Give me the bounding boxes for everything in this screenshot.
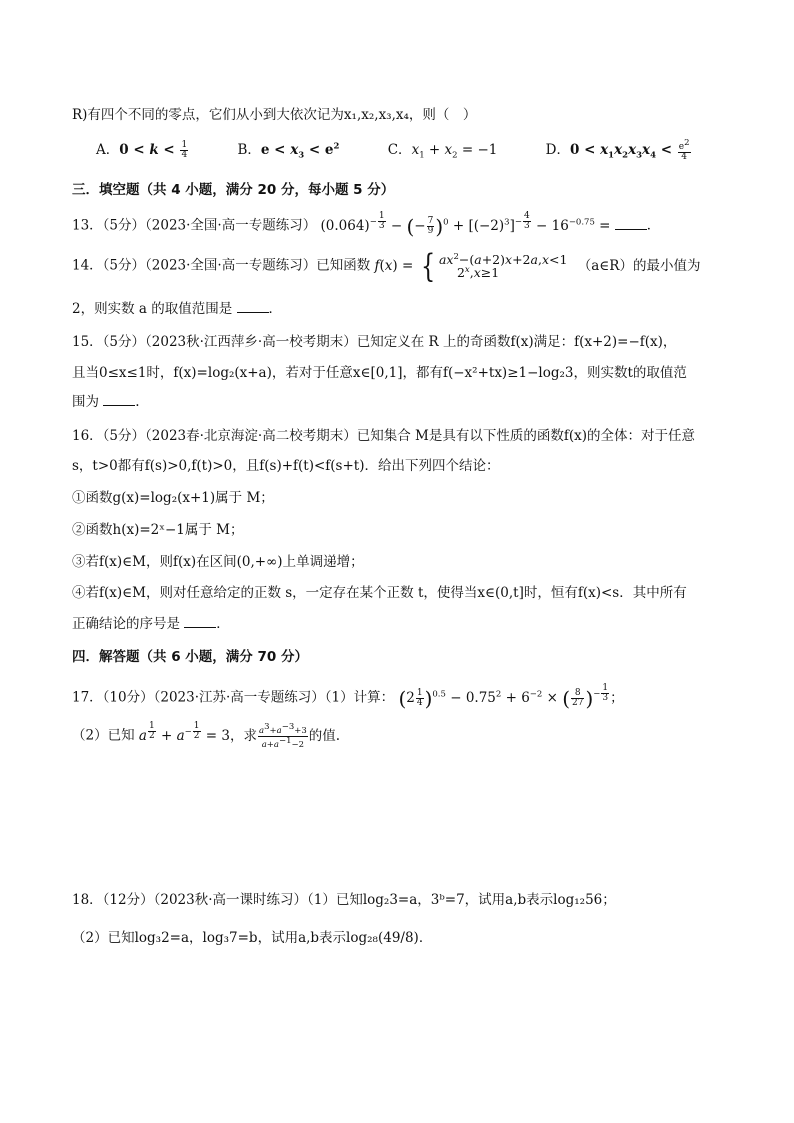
- q16-line1: 16．（5分）（2023春·北京海淀·高二校考期末）已知集合 M是具有以下性质的函数f(x)的全体：对于任意: [72, 428, 695, 444]
- q16-answer-blank[interactable]: [184, 617, 216, 628]
- q18-line2: （2）已知log₃2=a，log₃7=b，试用a,b表示log₂₈(49/8)．: [72, 930, 433, 946]
- q16-conclusion-1: ①函数g(x)=log₂(x+1)属于 M；: [72, 490, 274, 506]
- q12-choice-a[interactable]: A．0 < k < $\frac{1}{4}$: [96, 140, 188, 160]
- q16-conclusion-4: ④若f(x)∈M，则对任意给定的正数 s，一定存在某个正数 t，使得当x∈(0,t]时，恒有f(x)<s．其中所有: [72, 585, 687, 601]
- q17-part1: [72, 684, 624, 710]
- q13-expression: $(0.064)^{- \frac{1}{3}}$ − (− $\frac{7}{9}$ )$^0 + [(-2)^3]^{- \frac{4}{3}}$ − $16^{-0.75}$ =: [320, 211, 615, 238]
- q15-answer-blank[interactable]: [103, 395, 135, 406]
- section3-heading: 三．填空题（共 4 小题，满分 20 分，每小题 5 分）: [72, 182, 395, 198]
- q15-line2: 且当0≤x≤1时，f(x)=log₂(x+a)，若对于任意x∈[0,1]，都有f(−x²+tx)≥1−log₂3，则实数t的取值范: [72, 365, 687, 381]
- q13-answer-blank[interactable]: [615, 219, 647, 230]
- q14-line2: 2，则实数 a 的取值范围是 ．: [72, 301, 283, 317]
- q16-conclusion-2: ②函数h(x)=2ˣ−1属于 M；: [72, 522, 244, 538]
- section4-heading: 四．解答题（共 6 小题，满分 70 分）: [72, 649, 308, 665]
- q13-prefix: 13．（5分）（2023·全国·高一专题练习）: [72, 217, 317, 234]
- q16-line-last: 正确结论的序号是 ．: [72, 616, 230, 632]
- q15-line3: 围为 .: [72, 394, 140, 410]
- q14-line2-text: 2，则实数 a 的取值范围是: [72, 301, 233, 317]
- q14-answer-blank[interactable]: [237, 302, 269, 313]
- q18-line1: 18．（12分）（2023秋·高一课时练习）（1）已知log₂3=a，3ᵇ=7，试用a,b表示log₁₂56；: [72, 892, 616, 908]
- q17-prefix: 17．（10分）（2023·江苏·高一专题练习）（1）计算：: [72, 689, 395, 706]
- q14-prefix: 14．（5分）（2023·全国·高一专题练习）已知函数: [72, 257, 371, 274]
- q12-stem-text: R)有四个不同的零点，它们从小到大依次记为x₁,x₂,x₃,x₄，则（ ）: [72, 107, 477, 123]
- q14: [72, 247, 701, 285]
- q12-choice-c[interactable]: C．$x_1 + x_2 = -1$: [387, 142, 498, 161]
- q16-line2: s，t>0都有f(s)>0,f(t)>0，且f(s)+f(t)<f(s+t)．给出下列四个结论：: [72, 458, 500, 474]
- q15-line1: 15．（5分）（2023秋·江西萍乡·高一校考期末）已知定义在 R 上的奇函数f(x)满足：f(x+2)=−f(x)，: [72, 334, 677, 350]
- q12-choice-d[interactable]: D．$0 < x_1x_2x_3x_4$ < $\frac{e^2}{4}$: [545, 138, 690, 162]
- q12-choice-b[interactable]: B．$e < x_3 < e^2$: [237, 141, 340, 161]
- q13: 13．（5分）（2023·全国·高一专题练习） $(0.064)^{- \frac{1}{3}}$ − (− $\frac{7}{9}$ )$^0 + [(-2)^3]^{- \frac{4}{3}}$ − $16^{-0.75}$ = ．: [72, 211, 661, 238]
- q15-line3-text: 围为: [72, 394, 99, 410]
- q14-function: f(x) = { $ax^2-(a+2)x+2a,x<1$ $2^x,x\ge 1$: [374, 247, 568, 285]
- q12-choices: [96, 138, 736, 162]
- q17-part2-prefix: （2）已知: [72, 727, 135, 744]
- q17-part2-math: a $^{\frac{1}{2}}$ + $a^{- \frac{1}{2}}$ = 3，求 $\frac{a^3+a^{-3}+3}{a+a^{-1}-2}$ 的值.: [138, 721, 341, 750]
- q17-expression: (2 $\frac{1}{4}$ )$^{0.5} - 0.75^2 + 6^{-2}$ × ( $\frac{8}{27}$ )$^{- \frac{1}{3}}$ ；: [398, 683, 624, 710]
- q12-stem: [72, 103, 476, 123]
- q16-conclusion-3: ③若f(x)∈M，则f(x)在区间(0,+∞)上单调递增；: [72, 554, 364, 570]
- q17-part2: [72, 722, 340, 749]
- q14-tail: （a∈R）的最小值为: [577, 257, 701, 274]
- q16-last-text: 正确结论的序号是: [72, 616, 180, 632]
